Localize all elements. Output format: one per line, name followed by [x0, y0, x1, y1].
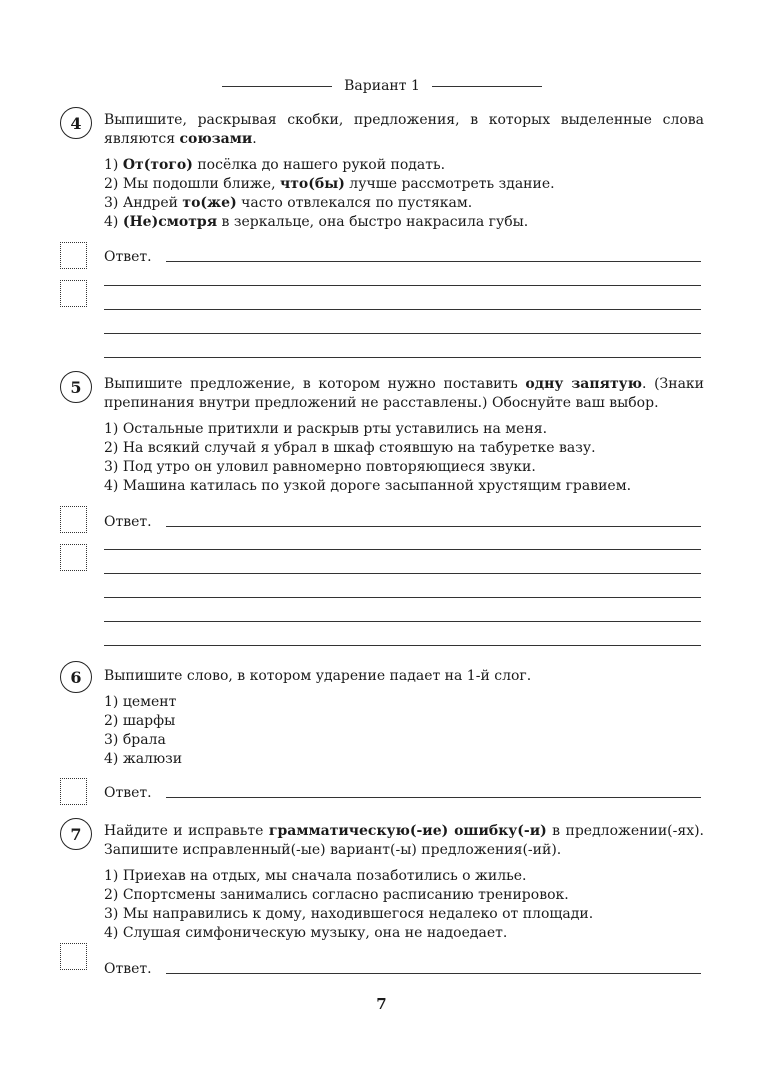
variant-title: Вариант 1	[344, 78, 420, 94]
answer-row	[104, 245, 701, 265]
answer-score-box	[60, 280, 87, 307]
task-number-badge: 7	[60, 818, 92, 850]
option-item	[104, 194, 704, 213]
answer-extra-line[interactable]	[104, 645, 701, 646]
text-run: в предложении(-ях). Запишите исправленный(-ые) вариант(-ы) предложения(-ий).	[104, 823, 704, 858]
text-run: 2) Мы подошли ближе,	[104, 176, 280, 192]
text-run: 1) Приехав на отдых, мы сначала позаботились о жилье.	[104, 868, 527, 884]
text-run: Выпишите слово, в котором ударение падает на 1-й слог.	[104, 668, 532, 684]
task-options	[104, 156, 704, 232]
text-run: 4) Машина катилась по узкой дороге засыпанной хрустящим гравием.	[104, 478, 632, 494]
answer-label: Ответ.	[104, 785, 152, 801]
answer-extra-line[interactable]	[104, 357, 701, 358]
option-item	[104, 420, 704, 439]
option-item	[104, 924, 704, 943]
answer-line[interactable]	[166, 797, 701, 798]
highlighted-text: союзами	[179, 131, 253, 147]
text-run: 4) жалюзи	[104, 751, 183, 767]
text-run: посёлка до нашего рукой подать.	[192, 157, 446, 173]
option-item	[104, 750, 704, 769]
answer-extra-line[interactable]	[104, 549, 701, 550]
option-item	[104, 693, 704, 712]
text-run: в зеркальце, она быстро накрасила губы.	[217, 214, 529, 230]
text-run: часто отвлекался по пустякам.	[236, 195, 473, 211]
header-rule-right	[432, 86, 542, 87]
option-item	[104, 439, 704, 458]
answer-extra-line[interactable]	[104, 309, 701, 310]
task-stem	[104, 822, 704, 860]
text-run: Выпишите, раскрывая скобки, предложения, в которых выделенные слова являются	[104, 112, 704, 147]
task-number-badge: 5	[60, 371, 92, 403]
answer-label: Ответ.	[104, 514, 152, 530]
answer-line[interactable]	[166, 261, 701, 262]
text-run: . (Знаки препинания внутри предложений не расставлены.) Обоснуйте ваш выбор.	[104, 376, 705, 411]
answer-score-box	[60, 506, 87, 533]
variant-header	[222, 78, 542, 94]
answer-score-box	[60, 242, 87, 269]
option-item	[104, 156, 704, 175]
option-item	[104, 712, 704, 731]
option-item	[104, 731, 704, 750]
option-item	[104, 175, 704, 194]
text-run: 1)	[104, 157, 123, 173]
task-stem	[104, 111, 704, 149]
text-run: 2) шарфы	[104, 713, 176, 729]
answer-line[interactable]	[166, 973, 701, 974]
text-run: лучше рассмотреть здание.	[344, 176, 555, 192]
highlighted-text: (Не)смотря	[122, 214, 218, 230]
text-run: 2) Спортсмены занимались согласно расписанию тренировок.	[104, 887, 569, 903]
option-item	[104, 213, 704, 232]
text-run: 3) Мы направились к дому, находившегося недалеко от площади.	[104, 906, 594, 922]
answer-row	[104, 957, 701, 977]
answer-row	[104, 781, 701, 801]
answer-extra-line[interactable]	[104, 333, 701, 334]
text-run: .	[252, 131, 257, 147]
task-options	[104, 693, 704, 769]
highlighted-text: то(же)	[182, 195, 237, 211]
task-number-badge: 6	[60, 661, 92, 693]
task-stem	[104, 667, 704, 686]
text-run: 1) цемент	[104, 694, 177, 710]
text-run: 1) Остальные притихли и раскрыв рты уставились на меня.	[104, 421, 548, 437]
answer-row	[104, 510, 701, 530]
answer-label: Ответ.	[104, 249, 152, 265]
option-item	[104, 458, 704, 477]
page-number: 7	[376, 995, 387, 1013]
task-options	[104, 420, 704, 496]
highlighted-text: одну запятую	[525, 376, 642, 392]
text-run: 3) Под утро он уловил равномерно повторяющиеся звуки.	[104, 459, 536, 475]
task-options	[104, 867, 704, 943]
option-item	[104, 867, 704, 886]
text-run: 3) брала	[104, 732, 166, 748]
answer-score-box	[60, 943, 87, 970]
task-number-badge: 4	[60, 107, 92, 139]
answer-extra-line[interactable]	[104, 573, 701, 574]
text-run: Найдите и исправьте	[104, 823, 269, 839]
answer-score-box	[60, 778, 87, 805]
text-run: Выпишите предложение, в котором нужно поставить	[104, 376, 526, 392]
text-run: 4) Слушая симфоническую музыку, она не надоедает.	[104, 925, 508, 941]
option-item	[104, 905, 704, 924]
task-stem	[104, 375, 704, 413]
answer-line[interactable]	[166, 526, 701, 527]
option-item	[104, 886, 704, 905]
text-run: 4)	[104, 214, 123, 230]
highlighted-text: грамматическую(-ие) ошибку(-и)	[268, 823, 547, 839]
answer-extra-line[interactable]	[104, 621, 701, 622]
text-run: 3) Андрей	[104, 195, 183, 211]
highlighted-text: что(бы)	[279, 176, 345, 192]
answer-extra-line[interactable]	[104, 285, 701, 286]
answer-score-box	[60, 544, 87, 571]
header-rule-left	[222, 86, 332, 87]
option-item	[104, 477, 704, 496]
highlighted-text: От(того)	[122, 157, 193, 173]
answer-label: Ответ.	[104, 961, 152, 977]
text-run: 2) На всякий случай я убрал в шкаф стоявшую на табуретке вазу.	[104, 440, 596, 456]
answer-extra-line[interactable]	[104, 597, 701, 598]
